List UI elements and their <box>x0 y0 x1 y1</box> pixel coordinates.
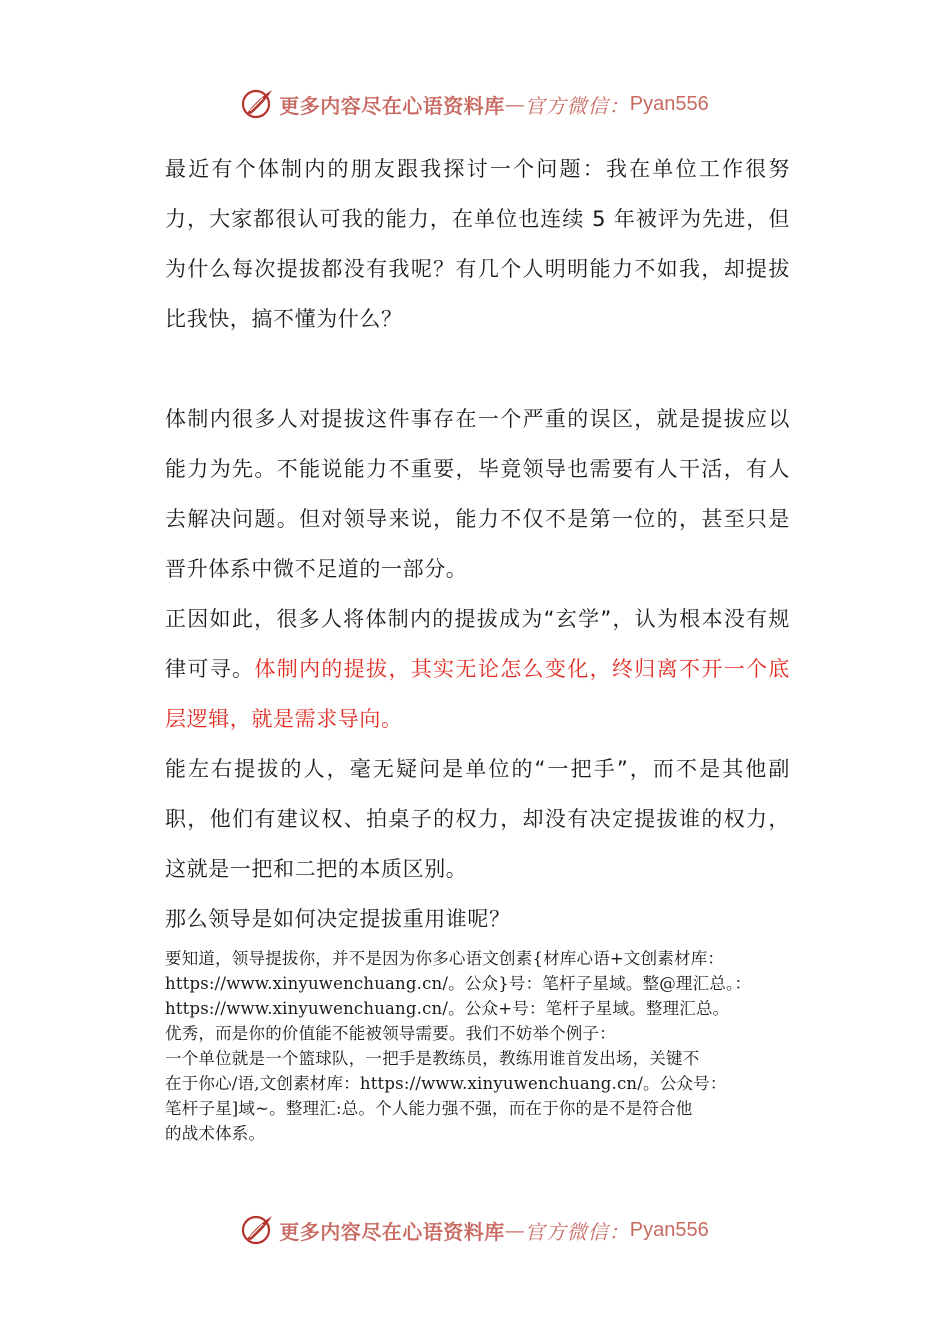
small-text-line: https://www.xinyuwenchuang.cn/。公众}号：笔杆子星域。整@理汇总。： <box>165 974 752 993</box>
banner-brand-text: 更多内容尽在心语资料库 <box>279 1219 505 1244</box>
paragraph-logic <box>165 594 790 744</box>
banner-wechat-id: Pyan556 <box>629 1218 709 1241</box>
small-text-line: 要知道，领导提拔你，并不是因为你多心语文创素{材库心语+文创素材库： <box>165 949 725 968</box>
banner-official-label: 官方微信： <box>524 1219 630 1244</box>
paragraph-top-leader: 能左右提拔的人，毫无疑问是单位的“一把手”，而不是其他副职，他们有建议权、拍桌子的权力，却没有决定提拔谁的权力，这就是一把和二把的本质区别。 <box>165 757 790 881</box>
banner-wechat-id: Pyan556 <box>629 92 709 115</box>
article-body <box>165 144 790 1146</box>
small-text-line: 优秀，而是你的价值能不能被领导需要。我们不妨举个例子： <box>165 1024 616 1043</box>
paragraph-misconception: 体制内很多人对提拔这件事存在一个严重的误区，就是提拔应以能力为先。不能说能力不重要，毕竟领导也需要有人干活，有人去解决问题。但对领导来说，能力不仅不是第一位的，甚至只是晋升体系中微不足道的一部分。 <box>165 407 790 581</box>
banner-brand-text: 更多内容尽在心语资料库 <box>279 93 505 118</box>
header-banner <box>0 84 950 124</box>
paragraph-intro: 最近有个体制内的朋友跟我探讨一个问题：我在单位工作很努力，大家都很认可我的能力，在单位也连续 5 年被评为先进，但为什么每次提拔都没有我呢？有几个人明明能力不如我，却提拔比我快，搞不懂为什么？ <box>165 157 790 331</box>
banner-official-label: 官方微信： <box>524 93 630 118</box>
small-text-line: 笔杆子星]域~。整理汇:总。个人能力强不强，而在于你的是不是符合他 <box>165 1099 693 1118</box>
small-text-line: 一个单位就是一个篮球队，一把手是教练员，教练用谁首发出场，关键不 <box>165 1049 700 1068</box>
quill-pen-logo-icon <box>241 87 275 121</box>
paragraph-spacer <box>165 344 790 394</box>
highlight-red-text: 体制内的提拔，其实无论怎么变化，终归离不开一个底层逻辑，就是需求导向。 <box>165 657 790 731</box>
paragraph-question: 那么领导是如何决定提拔重用谁呢？ <box>165 907 511 931</box>
quill-pen-logo-icon <box>241 1213 275 1247</box>
paragraph-logic-text: 正因如此，很多人将体制内的提拔成为“玄学”，认为根本没有规律可寻。 <box>165 607 790 681</box>
small-text-line: 的战术体系。 <box>165 1124 266 1143</box>
footer-banner <box>0 1210 950 1250</box>
banner-dash: — <box>504 1218 525 1242</box>
banner-dash: — <box>504 92 525 116</box>
small-text-line: 在于你心/语,文创素材库：https://www.xinyuwenchuang.cn/。公众号： <box>165 1074 727 1093</box>
small-text-block <box>165 946 790 1146</box>
small-text-line: https://www.xinyuwenchuang.cn/。公众+号：笔杆子星域。整理汇总。 <box>165 999 730 1018</box>
